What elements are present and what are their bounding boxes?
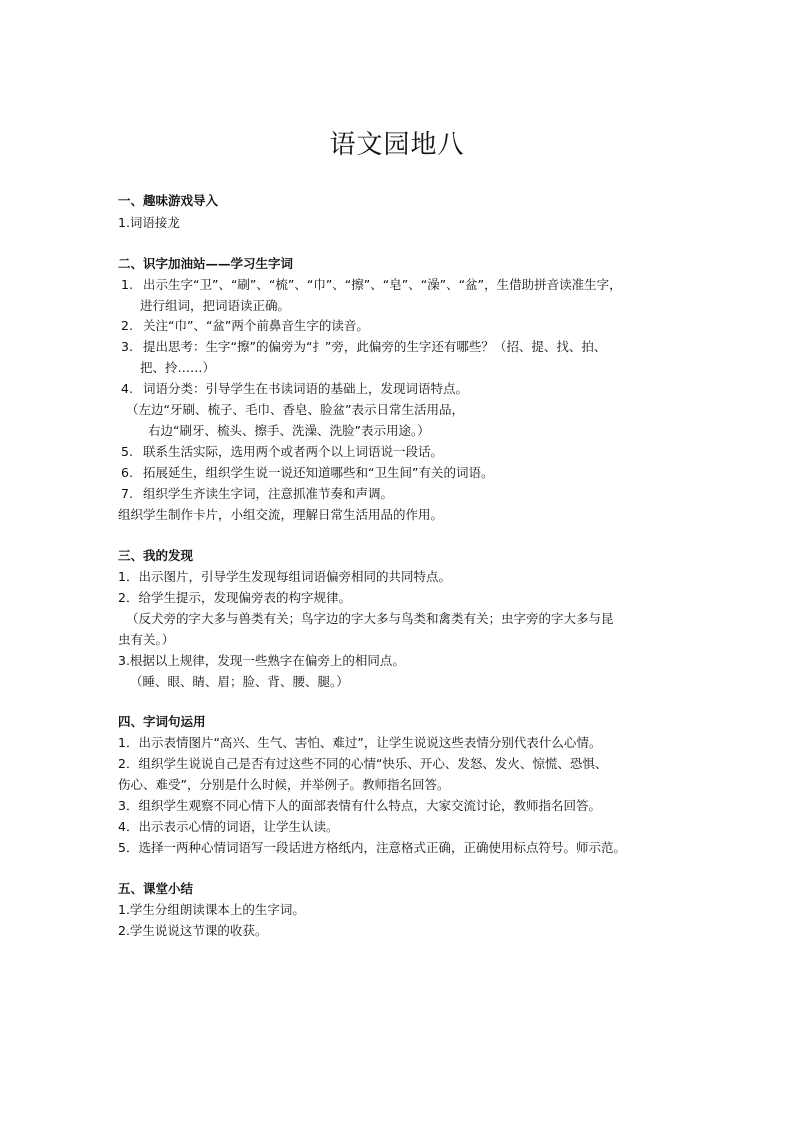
list-item-text: 组织学生齐读生字词，注意抓准节奏和声调。 [143, 486, 394, 501]
paragraph-line: 1.学生分组朗读课本上的生字词。 [118, 902, 305, 917]
list-item-continuation: 右边“刷牙、梳头、擦手、洗澡、洗脸”表示用途。） [148, 423, 430, 438]
paragraph-line: （睡、眼、睛、眉；脸、背、腰、腿。） [130, 674, 349, 689]
list-item-text: 词语分类：引导学生在书读词语的基础上，发现词语特点。 [143, 381, 469, 396]
list-item-continuation: 进行组词，把词语读正确。 [140, 298, 291, 313]
list-item [121, 337, 606, 357]
list-item [121, 316, 369, 336]
paragraph-line: 1．出示表情图片“高兴、生气、害怕、难过”，让学生说说这些表情分别代表什么心情。 [118, 735, 602, 750]
list-item [121, 463, 493, 483]
list-item-number: 7. [121, 486, 133, 501]
list-item-number: 6. [121, 465, 133, 480]
list-item-continuation: （左边“牙刷、梳子、毛巾、香皂、脸盆”表示日常生活用品， [126, 402, 464, 417]
list-item-number: 5. [121, 444, 133, 459]
list-item-text: 出示生字“卫”、“刷”、“梳”、“巾”、“擦”、“皂”、“澡”、“盆”，生借助拼音读准生字， [143, 277, 622, 292]
list-item-text: 提出思考：生字“擦”的偏旁为“扌”旁，此偏旁的生字还有哪些？（招、提、找、拍、 [143, 339, 607, 354]
paragraph-line: 2.学生说说这节课的收获。 [118, 923, 268, 938]
section-heading-5: 五、课堂小结 [118, 881, 194, 896]
paragraph-line: 2．给学生提示，发现偏旁表的构字规律。 [118, 590, 351, 605]
paragraph-line: 2．组织学生说说自己是否有过这些不同的心情“快乐、开心、发怒、发火、惊慌、恐惧、 [118, 756, 608, 771]
list-item-number: 2. [121, 318, 133, 333]
section-heading-1: 一、趣味游戏导入 [118, 193, 219, 208]
list-item-text: 关注“巾”、“盆”两个前鼻音生字的读音。 [143, 318, 369, 333]
list-item-number: 1. [121, 277, 133, 292]
paragraph-line: 3.根据以上规律，发现一些熟字在偏旁上的相同点。 [118, 653, 405, 668]
paragraph-line: 伤心、难受”，分别是什么时候，并举例子。教师指名回答。 [118, 777, 450, 792]
paragraph-line: 5．选择一两种心情词语写一段话进方格纸内，注意格式正确，正确使用标点符号。师示范。 [118, 840, 626, 855]
paragraph-line: 3．组织学生观察不同心情下人的面部表情有什么特点，大家交流讨论，教师指名回答。 [118, 798, 601, 813]
paragraph-line: 虫有关。） [118, 632, 175, 647]
paragraph-line: 组织学生制作卡片，小组交流，理解日常生活用品的作用。 [118, 507, 444, 522]
section-heading-2: 二、识字加油站——学习生字词 [118, 256, 294, 271]
list-item [121, 275, 622, 295]
list-item-continuation: 把、拎……） [140, 360, 216, 375]
list-item-text: 联系生活实际，选用两个或者两个以上词语说一段话。 [143, 444, 444, 459]
paragraph-line: 1.词语接龙 [118, 215, 180, 230]
page-title: 语文园地八 [329, 130, 465, 160]
list-item [121, 379, 468, 399]
paragraph-line: 4．出示表示心情的词语，让学生认读。 [118, 819, 339, 834]
list-item-text: 拓展延生，组织学生说一说还知道哪些和“卫生间”有关的词语。 [143, 465, 494, 480]
section-heading-4: 四、字词句运用 [118, 714, 206, 729]
list-item-number: 3. [121, 339, 133, 354]
list-item [121, 442, 443, 462]
list-item-number: 4. [121, 381, 133, 396]
section-heading-3: 三、我的发现 [118, 548, 194, 563]
paragraph-line: 1．出示图片，引导学生发现每组词语偏旁相同的共同特点。 [118, 569, 451, 584]
paragraph-line: （反犬旁的字大多与兽类有关；鸟字边的字大多与鸟类和禽类有关；虫字旁的字大多与昆 [126, 611, 614, 626]
list-item [121, 484, 393, 504]
